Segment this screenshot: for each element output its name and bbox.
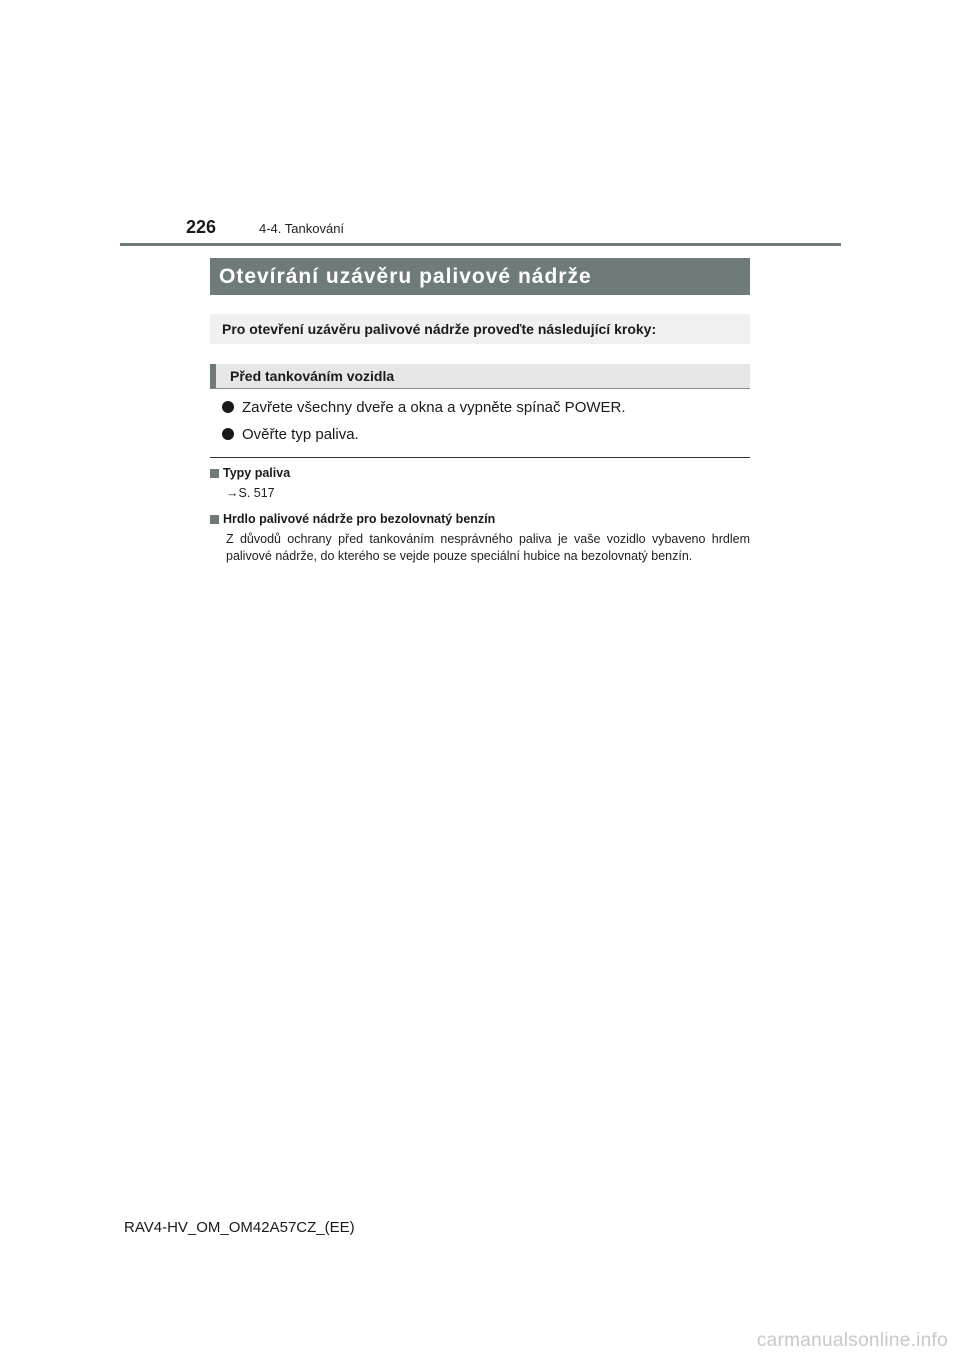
intro-text: Pro otevření uzávěru palivové nádrže proveďte následující kroky:: [222, 321, 657, 337]
note-heading-text: Hrdlo palivové nádrže pro bezolovnatý benzín: [223, 512, 496, 526]
page-reference-link[interactable]: →S. 517: [226, 486, 275, 500]
page-number: 226: [186, 217, 217, 237]
notes: [210, 464, 750, 573]
bullet-list: [222, 396, 750, 450]
note-heading: [210, 464, 750, 482]
note-body: Z důvodů ochrany před tankováním nesprávného paliva je vaše vozidlo vybaveno hrdlem palivové nádrže, do kterého se vejde pouze speciální hubice na bezolovnatý benzín.: [226, 532, 750, 563]
note-heading-text: Typy paliva: [223, 466, 291, 480]
note-fuel-types: [210, 464, 750, 502]
document-code: RAV4-HV_OM_OM42A57CZ_(EE): [124, 1219, 355, 1236]
bullet-icon: [222, 401, 234, 413]
list-item-text: Ověřte typ paliva.: [242, 425, 359, 443]
divider: [210, 457, 750, 458]
square-icon: [210, 515, 219, 524]
section-label: 4-4. Tankování: [259, 221, 345, 236]
list-item: [222, 423, 750, 445]
note-filler-neck: [210, 510, 750, 565]
list-item: [222, 396, 750, 418]
page-title: Otevírání uzávěru palivové nádrže: [219, 264, 592, 288]
intro-box: [210, 314, 750, 344]
subheading: [210, 364, 750, 389]
list-item-text: Zavřete všechny dveře a okna a vypněte spínač POWER.: [242, 398, 626, 416]
square-icon: [210, 469, 219, 478]
watermark: carmanualsonline.info: [756, 1330, 948, 1351]
note-heading: [210, 510, 750, 528]
header-rule: [120, 243, 841, 246]
bullet-icon: [222, 428, 234, 440]
subheading-text: Před tankováním vozidla: [230, 368, 395, 384]
title-banner: [210, 258, 750, 295]
